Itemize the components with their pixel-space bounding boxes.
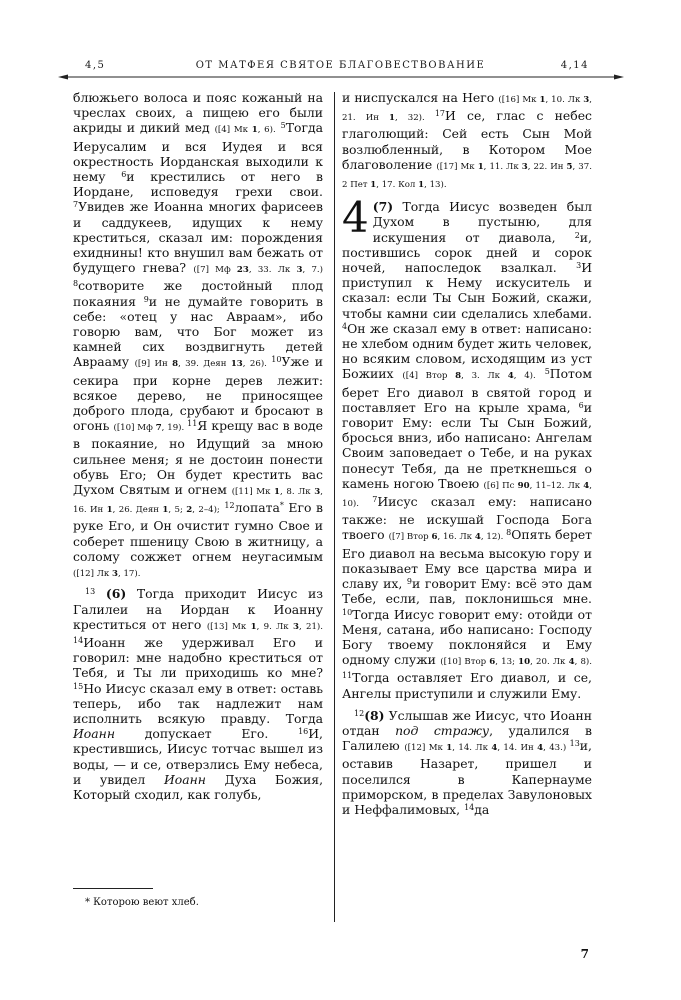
cross-reference: ([10] Мф 7, 19). — [113, 423, 188, 434]
verse-number: 13 — [569, 739, 580, 749]
verse-number: 7 — [73, 200, 79, 210]
paragraph — [342, 90, 592, 193]
text: Тогда оставляет Его диавол, и се, Ангелы приступили и служили Ему. — [342, 670, 592, 701]
chapter-number: 4 — [342, 193, 369, 243]
text: да — [474, 801, 490, 817]
verse-number: 7 — [372, 495, 378, 505]
header-ornament-rule — [58, 74, 624, 80]
verse-number: 11 — [187, 419, 198, 429]
verse-number: 15 — [73, 681, 84, 691]
cross-reference: ([11] Мк 1, 8. Лк 3, 16. Ин 1, 26. Деян 1, 5; 2, 2–4); — [73, 487, 323, 516]
footnote-rule — [73, 888, 153, 889]
text: Уже и секира при корне дерев лежит: всякое дерево, не приносящее доброго плода, срубают и бросают в огонь — [73, 354, 323, 434]
page-number: 7 — [580, 947, 589, 961]
cross-reference: ([10] Втор 6, 13; 10, 20. Лк 4, 8). — [440, 657, 593, 668]
cross-reference: ([4] Мк 1, 6). — [214, 125, 276, 136]
text: и не думайте говорить в себе: «отец у нас Авраам», ибо говорю вам, что Бог может из камней сих воздвигнуть детей Аврааму — [73, 293, 323, 370]
text: И се, глас с небес глаголющий: Сей есть Сын Мой возлюбленный, в Котором Мое благоволение — [342, 108, 592, 172]
text: Он же сказал ему в ответ: написано: не хлебом одним будет жить человек, но всяким словом, исходящим из уст Божиих — [342, 320, 592, 382]
verse-number: 9 — [406, 577, 412, 587]
italic-text: Иоанн — [73, 726, 115, 742]
text: , удалился в Галилею — [342, 722, 593, 754]
verse-number: 6 — [121, 170, 127, 180]
text: и говорит Ему: если Ты Сын Божий, бросься вниз, ибо написано: Ангелам Своим заповедает о Тебе, и на руках понесут Тебя, да не преткнешься о камень ногою Твоею — [342, 399, 592, 491]
text: Опять берет Его диавол на весьма высокую гору и показывает Ему все царства мира и славу их, — [342, 527, 593, 592]
text: блюжьего волоса и пояс кожаный на чреслах своих, а пищею его были акриды и дикий мед — [73, 90, 323, 136]
text: и, оставив Назарет, пришел и поселился в Капернауме приморском, в пределах Завулоновых и Неффалимовых, — [342, 738, 592, 817]
verse-number: 16 — [298, 727, 309, 737]
running-head-left: 4,5 — [85, 60, 106, 71]
verse-number: 6 — [578, 400, 584, 410]
text: сотворите же достойный плод покаяния — [73, 278, 323, 309]
text: Потом берет Его диавол в святой город и поставляет Его на крыле храма, — [342, 366, 592, 415]
verse-number: 3 — [576, 261, 582, 271]
verse-number: 14 — [464, 802, 475, 812]
section-number: (6) — [105, 586, 127, 602]
verse-number: 10 — [271, 355, 282, 365]
verse-number: 8 — [73, 279, 79, 289]
cross-reference: ([7] Втор 6, 16. Лк 4, 12). — [388, 532, 507, 543]
cross-reference: ([17] Мк 1, 11. Лк 3, 22. Ин 5, 37. 2 Пет 1, 17. Кол 1, 13). — [342, 161, 592, 191]
cross-reference: ([4] Втор 8, 3. Лк 4, 4). — [402, 371, 536, 382]
text: Услышав же Иисус, что Иоанн отдан — [342, 707, 592, 738]
paragraph — [73, 90, 323, 582]
text: Его в руке Его, и Он очистит гумно Свое и соберет пшеницу Свою в житницу, а солому сожжет огнем неугасимым — [73, 500, 323, 564]
italic-text: под стражу — [395, 722, 490, 738]
verse-number: 12 — [354, 708, 365, 718]
verse-number: 13 — [85, 587, 96, 597]
verse-number: 5 — [544, 367, 550, 377]
text: лопата — [234, 500, 280, 516]
italic-text: Иоанн — [163, 771, 206, 787]
running-head-right: 4,14 — [560, 60, 589, 71]
verse-number: 14 — [73, 635, 84, 645]
right-column — [342, 90, 592, 817]
text: и ниспускался на Него — [342, 90, 499, 105]
text: Тогда Иисус говорит ему: отойди от Меня, сатана, ибо написано: Господу Богу твоему поклоняйся и Ему одному служи — [342, 606, 592, 668]
verse-number: 10 — [342, 607, 353, 617]
verse-number: 9 — [143, 294, 149, 304]
verse-number: 5 — [280, 121, 286, 131]
cross-reference: ([9] Ин 8, 39. Деян 13, 26). — [134, 359, 272, 370]
footnote-marker: * — [279, 501, 284, 511]
footnote: * Которою веют хлеб. — [85, 897, 199, 908]
verse-number: 4 — [342, 321, 348, 331]
text: Увидев же Иоанна многих фарисеев и саддукеев, идущих к нему креститься, сказал им: порождения ехиднины! кто внушил вам бежать от будущего гнева? — [73, 199, 323, 276]
paragraph — [342, 708, 592, 817]
text: И приступил к Нему искуситель и сказал: если Ты Сын Божий, скажи, чтобы камни сии сделались хлебами. — [342, 260, 592, 321]
paragraph — [342, 193, 593, 701]
section-number: (7) — [372, 199, 394, 215]
cross-reference: ([12] Лк 3, 17). — [73, 569, 141, 580]
text: Но Иисус сказал ему в ответ: оставь теперь, ибо так надлежит нам исполнить всякую правду. Тогда — [73, 680, 323, 726]
text: и говорит Ему: всё это дам Тебе, если, пав, поклонишься мне. — [342, 576, 592, 607]
verse-number: 2 — [574, 230, 580, 240]
paragraph — [73, 586, 323, 802]
verse-number: 11 — [342, 671, 353, 681]
text: Тогда приходит Иисус из Галилеи на Иордан к Иоанну креститься от него — [73, 586, 323, 632]
text: допускает Его. — [114, 726, 299, 742]
text: Духа Божия, Который сходил, как голубь, — [73, 771, 324, 802]
cross-reference: ([7] Мф 23, 33. Лк 3, 7.) — [193, 265, 323, 276]
text: Тогда Иисус возведен был Духом в пустыню, для искушения от диавола, — [372, 199, 592, 245]
text: И, крестившись, Иисус тотчас вышел из воды, — и се, отверзлись Ему небеса, и увидел — [73, 726, 323, 787]
text: Я крещу вас в воде в покаяние, но Идущий за мною сильнее меня; я не достоин понести обувь Его; Он будет крестить вас Духом Святым и огнем — [73, 418, 323, 498]
cross-reference: ([6] Пс 90, 11–12. Лк 4, 10). — [342, 480, 593, 510]
cross-reference: ([12] Мк 1, 14. Лк 4, 14. Ин 4, 43.) — [404, 743, 570, 754]
text: и, постившись сорок дней и сорок ночей, напоследок взалкал. — [342, 229, 592, 276]
verse-number: 17 — [434, 109, 445, 119]
cross-reference: ([13] Мк 1, 9. Лк 3, 21). — [206, 621, 324, 632]
section-number: (8) — [364, 707, 385, 723]
cross-reference: ([16] Мк 1, 10. Лк 3, 21. Ин 1, 32). — [342, 95, 592, 124]
text: и крестились от него в Иордане, исповедуя грехи свои. — [73, 169, 323, 200]
left-column — [73, 90, 323, 802]
text: Иоанн же удерживал Его и говорил: мне надобно креститься от Тебя, и Ты ли приходишь ко мне? — [73, 634, 323, 681]
verse-number: 12 — [224, 501, 235, 511]
text: Тогда Иерусалим и вся Иудея и вся окрестность Иорданская выходили к нему — [73, 120, 323, 185]
running-head-title: ОТ МАТФЕЯ СВЯТОЕ БЛАГОВЕСТВОВАНИЕ — [195, 60, 486, 71]
column-divider — [334, 92, 335, 922]
text: Иисус сказал ему: написано также: не искушай Господа Бога твоего — [342, 494, 592, 543]
verse-number: 8 — [506, 528, 512, 538]
